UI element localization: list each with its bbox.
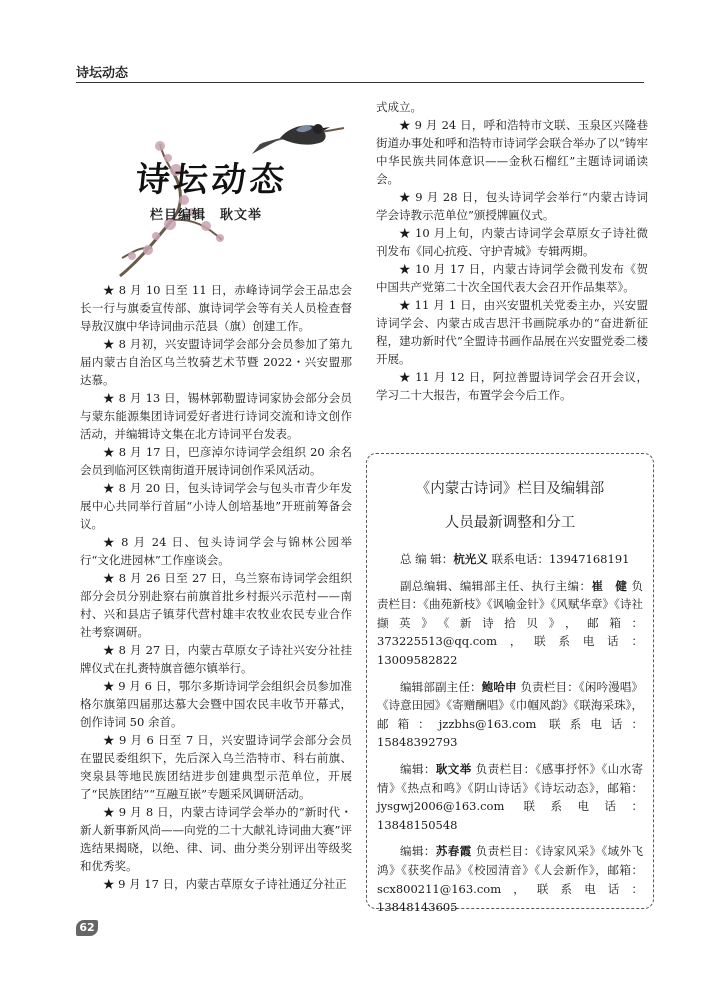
staff-role: 编辑： [400, 761, 436, 776]
staff-role: 编辑： [400, 844, 436, 859]
staff-name: 苏春霞 [435, 844, 472, 859]
staff-details: 负责栏目：《感事抒怀》《山水寄情》《热点和鸣》《阴山诗话》《诗坛动态》，邮箱：jysgwj2006@163.com 联系电话：13848150548 [377, 761, 644, 832]
staff-role: 副总编辑、编辑部主任、执行主编： [400, 578, 592, 593]
staff-details: 负责栏目：《诗家风采》《域外飞鸿》《获奖作品》《校园清音》《人会新作》，邮箱：scx800211@163.com，联系电话：13848143605 [377, 844, 644, 915]
editorial-staff-box [366, 453, 654, 915]
staff-details: 联系电话：13947168191 [491, 552, 630, 566]
news-item: ★ 9 月 8 日，内蒙古诗词学会举办的“新时代・新人新事新风尚——向党的二十大献礼诗词曲大赛”评选结果揭晓，以绝、律、词、曲分类分别评出等级奖和优秀奖。 [80, 805, 352, 873]
staff-entry [377, 842, 643, 916]
news-item: ★ 8 月初，兴安盟诗词学会部分会员参加了第九届内蒙古自治区乌兰牧骑艺术节暨 2022・兴安盟那达慕。 [80, 337, 352, 387]
staff-details: 负责栏目：《闲吟漫唱》《诗意田园》《寄赠酬唱》《巾帼风韵》《联海采珠》，邮箱：jzzbhs@163.com 联系电话：15848392793 [377, 679, 644, 750]
staff-role: 编辑部副主任： [400, 679, 482, 694]
news-item: ★ 9 月 24 日，呼和浩特市文联、玉泉区兴隆巷街道办事处和呼和浩特市诗词学会联合举办了以“铸牢中华民族共同体意识——金秋石榴红”主题诗词诵读会。 [376, 118, 648, 186]
news-item: ★ 8 月 17 日，巴彦淖尔诗词学会组织 20 余名会员到临河区铁南街道开展诗词创作采风活动。 [80, 445, 352, 477]
news-item: ★ 8 月 24 日、包头诗词学会与锦林公园举行“文化进园林”工作座谈会。 [80, 535, 352, 567]
column-banner [112, 108, 352, 278]
news-item: ★ 8 月 13 日，锡林郭勒盟诗词家协会部分会员与蒙东能源集团诗词爱好者进行诗词交流和诗文创作活动，并编辑诗文集在北方诗词平台发表。 [80, 391, 352, 441]
news-item-continuation: 式成立。 [376, 100, 422, 114]
column-editor: 栏目编辑 耿文举 [150, 208, 263, 223]
staff-name: 耿文举 [435, 761, 472, 776]
staff-entry [377, 550, 643, 569]
news-item: ★ 11 月 1 日，由兴安盟机关党委主办，兴安盟诗词学会、内蒙古成吉思汗书画院承办的“奋进新征程，建功新时代”全盟诗书画作品展在兴安盟党委二楼开展。 [376, 298, 648, 366]
right-column [376, 98, 648, 404]
box-title-line1: 《内蒙古诗词》栏目及编辑部 [415, 481, 605, 497]
news-item: ★ 11 月 12 日，阿拉善盟诗词学会召开会议，学习二十大报告，布置学会今后工作。 [376, 370, 648, 402]
staff-entry [377, 760, 643, 834]
header-rule [76, 82, 644, 83]
news-item: ★ 8 月 10 日至 11 日，赤峰诗词学会王品忠会长一行与旗委宣传部、旗诗词学会等有关人员检查督导敖汉旗中华诗词曲示范县（旗）创建工作。 [80, 283, 352, 333]
staff-name: 杭光义 [453, 552, 488, 566]
news-item: ★ 8 月 27 日，内蒙古草原女子诗社兴安分社挂牌仪式在扎赉特旗音德尔镇举行。 [80, 643, 352, 675]
page-number: 62 [76, 920, 98, 936]
news-item: ★ 10 月 17 日，内蒙古诗词学会微刊发布《贺中国共产党第二十次全国代表大会召开作品集萃》。 [376, 262, 648, 294]
news-item: ★ 9 月 17 日，内蒙古草原女子诗社通辽分社正 [103, 877, 347, 891]
news-item: ★ 8 月 20 日，包头诗词学会与包头市青少年发展中心共同举行首届“小诗人创培基地”开班前筹备会议。 [80, 481, 352, 531]
news-item: ★ 10 月上旬，内蒙古诗词学会草原女子诗社微刊发布《同心抗疫、守护青城》专辑两期。 [376, 226, 648, 258]
staff-details: 负责栏目：《曲苑新枝》《讽喻金针》《风赋华章》《诗社撷英》《新诗拾贝》，邮箱：373225513@qq.com，联系电话：13009582822 [377, 578, 644, 667]
box-title-line2: 人员最新调整和分工 [444, 515, 576, 531]
section-header: 诗坛动态 [76, 66, 129, 81]
staff-list [377, 550, 643, 925]
staff-name: 崔 健 [591, 578, 628, 593]
news-item: ★ 8 月 26 日至 27 日，乌兰察布诗词学会组织部分会员分别赴察右前旗首批乡村振兴示范村——南村、兴和县店子镇芽代营村雄丰农牧业农民专业合作社考察调研。 [80, 571, 352, 639]
news-item: ★ 9 月 28 日，包头诗词学会举行“内蒙古诗词学会诗教示范单位”颁授牌匾仪式。 [376, 190, 648, 222]
news-item: ★ 9 月 6 日至 7 日，兴安盟诗词学会部分会员在盟民委组织下，先后深入乌兰浩特市、科右前旗、突泉县等地民族团结进步创建典型示范单位，开展了“民族团结”“互融互嵌”专题采风调研活动。 [80, 733, 352, 801]
left-column [80, 281, 352, 893]
staff-entry [377, 577, 643, 670]
banner-title: 诗坛动态 [133, 160, 290, 200]
news-item: ★ 9 月 6 日，鄂尔多斯诗词学会组织会员参加准格尔旗第四届那达慕大会暨中国农民丰收节开幕式，创作诗词 50 余首。 [80, 679, 352, 729]
staff-name: 鲍哈申 [481, 679, 517, 694]
staff-entry [377, 678, 643, 752]
staff-role: 总 编 辑： [400, 552, 454, 566]
